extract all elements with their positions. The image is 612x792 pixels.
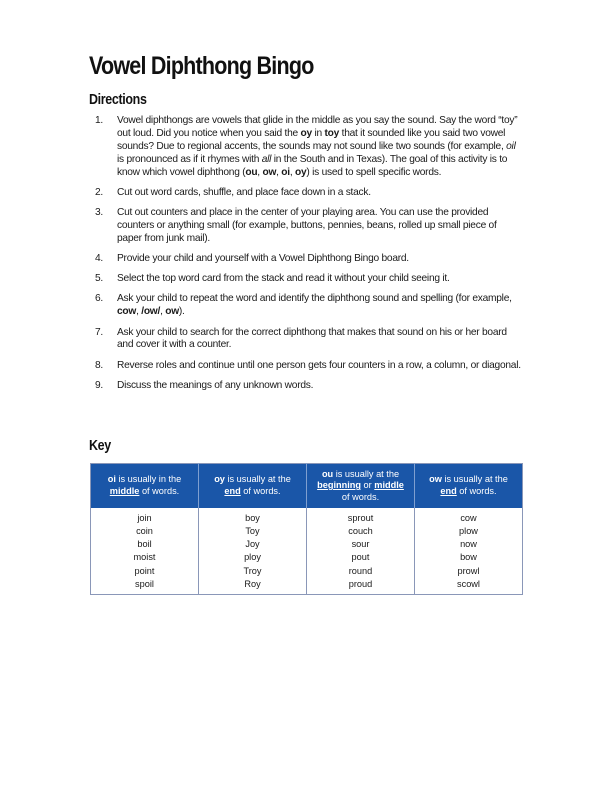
item-number: 5. xyxy=(95,273,103,285)
word-cell: moist xyxy=(133,552,156,563)
direction-item xyxy=(90,327,522,353)
direction-item xyxy=(90,207,522,246)
word-cell: now xyxy=(460,539,477,550)
word-cell: boil xyxy=(137,539,152,550)
key-words-ou xyxy=(307,508,415,595)
key-header-ou: ou is usually at the beginning or middle of words. xyxy=(307,464,415,508)
item-number: 8. xyxy=(95,359,103,371)
item-number: 6. xyxy=(95,293,103,305)
direction-item xyxy=(90,187,522,200)
word-cell: boy xyxy=(245,512,260,523)
key-words-oy xyxy=(199,508,307,595)
item-text: Cut out counters and place in the center of your playing area. You can use the provided counters or anything small (for example, buttons, pennies, beans, rolled up small piece of paper from junk mail). xyxy=(117,207,497,244)
word-cell: scowl xyxy=(457,578,480,589)
item-text: Vowel diphthongs are vowels that glide in the middle as you say the sound. Say the word “toy” out loud. Did you notice when you said the oy in toy that it sounded like you said two vowel sounds? Due to regional accents, the sounds may not sound like two sounds (for example, oil is pronounced as if it rhymes with all in the South and in Texas). The goal of this activity is to know which vowel diphthong (ou, ow, oi, oy) is used to spell specific words. xyxy=(117,115,518,178)
item-text: Cut out word cards, shuffle, and place face down in a stack. xyxy=(117,186,371,198)
word-cell: Toy xyxy=(245,525,260,536)
word-cell: plow xyxy=(459,525,478,536)
item-text: Provide your child and yourself with a Vowel Diphthong Bingo board. xyxy=(117,253,409,265)
word-cell: prowl xyxy=(457,565,480,576)
word-cell: sour xyxy=(351,539,370,550)
page-title: Vowel Diphthong Bingo xyxy=(89,52,314,80)
word-cell: bow xyxy=(460,552,477,563)
key-heading: Key xyxy=(89,438,111,454)
word-cell: sprout xyxy=(347,512,374,523)
direction-item xyxy=(90,360,522,373)
key-words-row xyxy=(91,508,523,595)
word-cell: join xyxy=(137,512,152,523)
item-text: Ask your child to search for the correct diphthong that makes that sound on his or her board and cover it with a counter. xyxy=(117,326,507,351)
word-cell: Joy xyxy=(245,539,260,550)
item-number: 9. xyxy=(95,379,103,391)
key-header-ow: ow is usually at the end of words. xyxy=(415,464,523,508)
item-text: Ask your child to repeat the word and identify the diphthong sound and spelling (for example, cow, /ow/, ow). xyxy=(117,293,512,318)
key-header-row xyxy=(91,464,523,508)
item-number: 7. xyxy=(95,326,103,338)
word-cell: cow xyxy=(460,512,477,523)
key-words-oi xyxy=(91,508,199,595)
key-header-oi: oi is usually in the middle of words. xyxy=(91,464,199,508)
item-number: 2. xyxy=(95,186,103,198)
word-cell: coin xyxy=(136,525,153,536)
directions-heading: Directions xyxy=(89,92,147,108)
item-text: Discuss the meanings of any unknown words. xyxy=(117,379,314,391)
item-text: Reverse roles and continue until one person gets four counters in a row, a column, or diagonal. xyxy=(117,359,521,371)
item-number: 3. xyxy=(95,207,103,219)
word-cell: ploy xyxy=(244,552,261,563)
word-cell: Troy xyxy=(243,565,262,576)
word-cell: couch xyxy=(348,525,373,536)
word-cell: Roy xyxy=(244,578,261,589)
direction-item xyxy=(90,293,522,319)
direction-item xyxy=(90,115,522,180)
word-cell: proud xyxy=(348,578,373,589)
word-cell: round xyxy=(348,565,373,576)
item-text: Select the top word card from the stack and read it without your child seeing it. xyxy=(117,273,450,285)
key-words-ow xyxy=(415,508,523,595)
direction-item xyxy=(90,273,522,286)
item-number: 4. xyxy=(95,253,103,265)
key-header-oy: oy is usually at the end of words. xyxy=(199,464,307,508)
directions-list xyxy=(90,115,522,400)
direction-item xyxy=(90,380,522,393)
word-cell: spoil xyxy=(135,578,154,589)
diphthong-key-table xyxy=(90,463,523,595)
item-number: 1. xyxy=(95,115,103,126)
word-cell: point xyxy=(134,565,155,576)
direction-item xyxy=(90,253,522,266)
word-cell: pout xyxy=(351,552,370,563)
